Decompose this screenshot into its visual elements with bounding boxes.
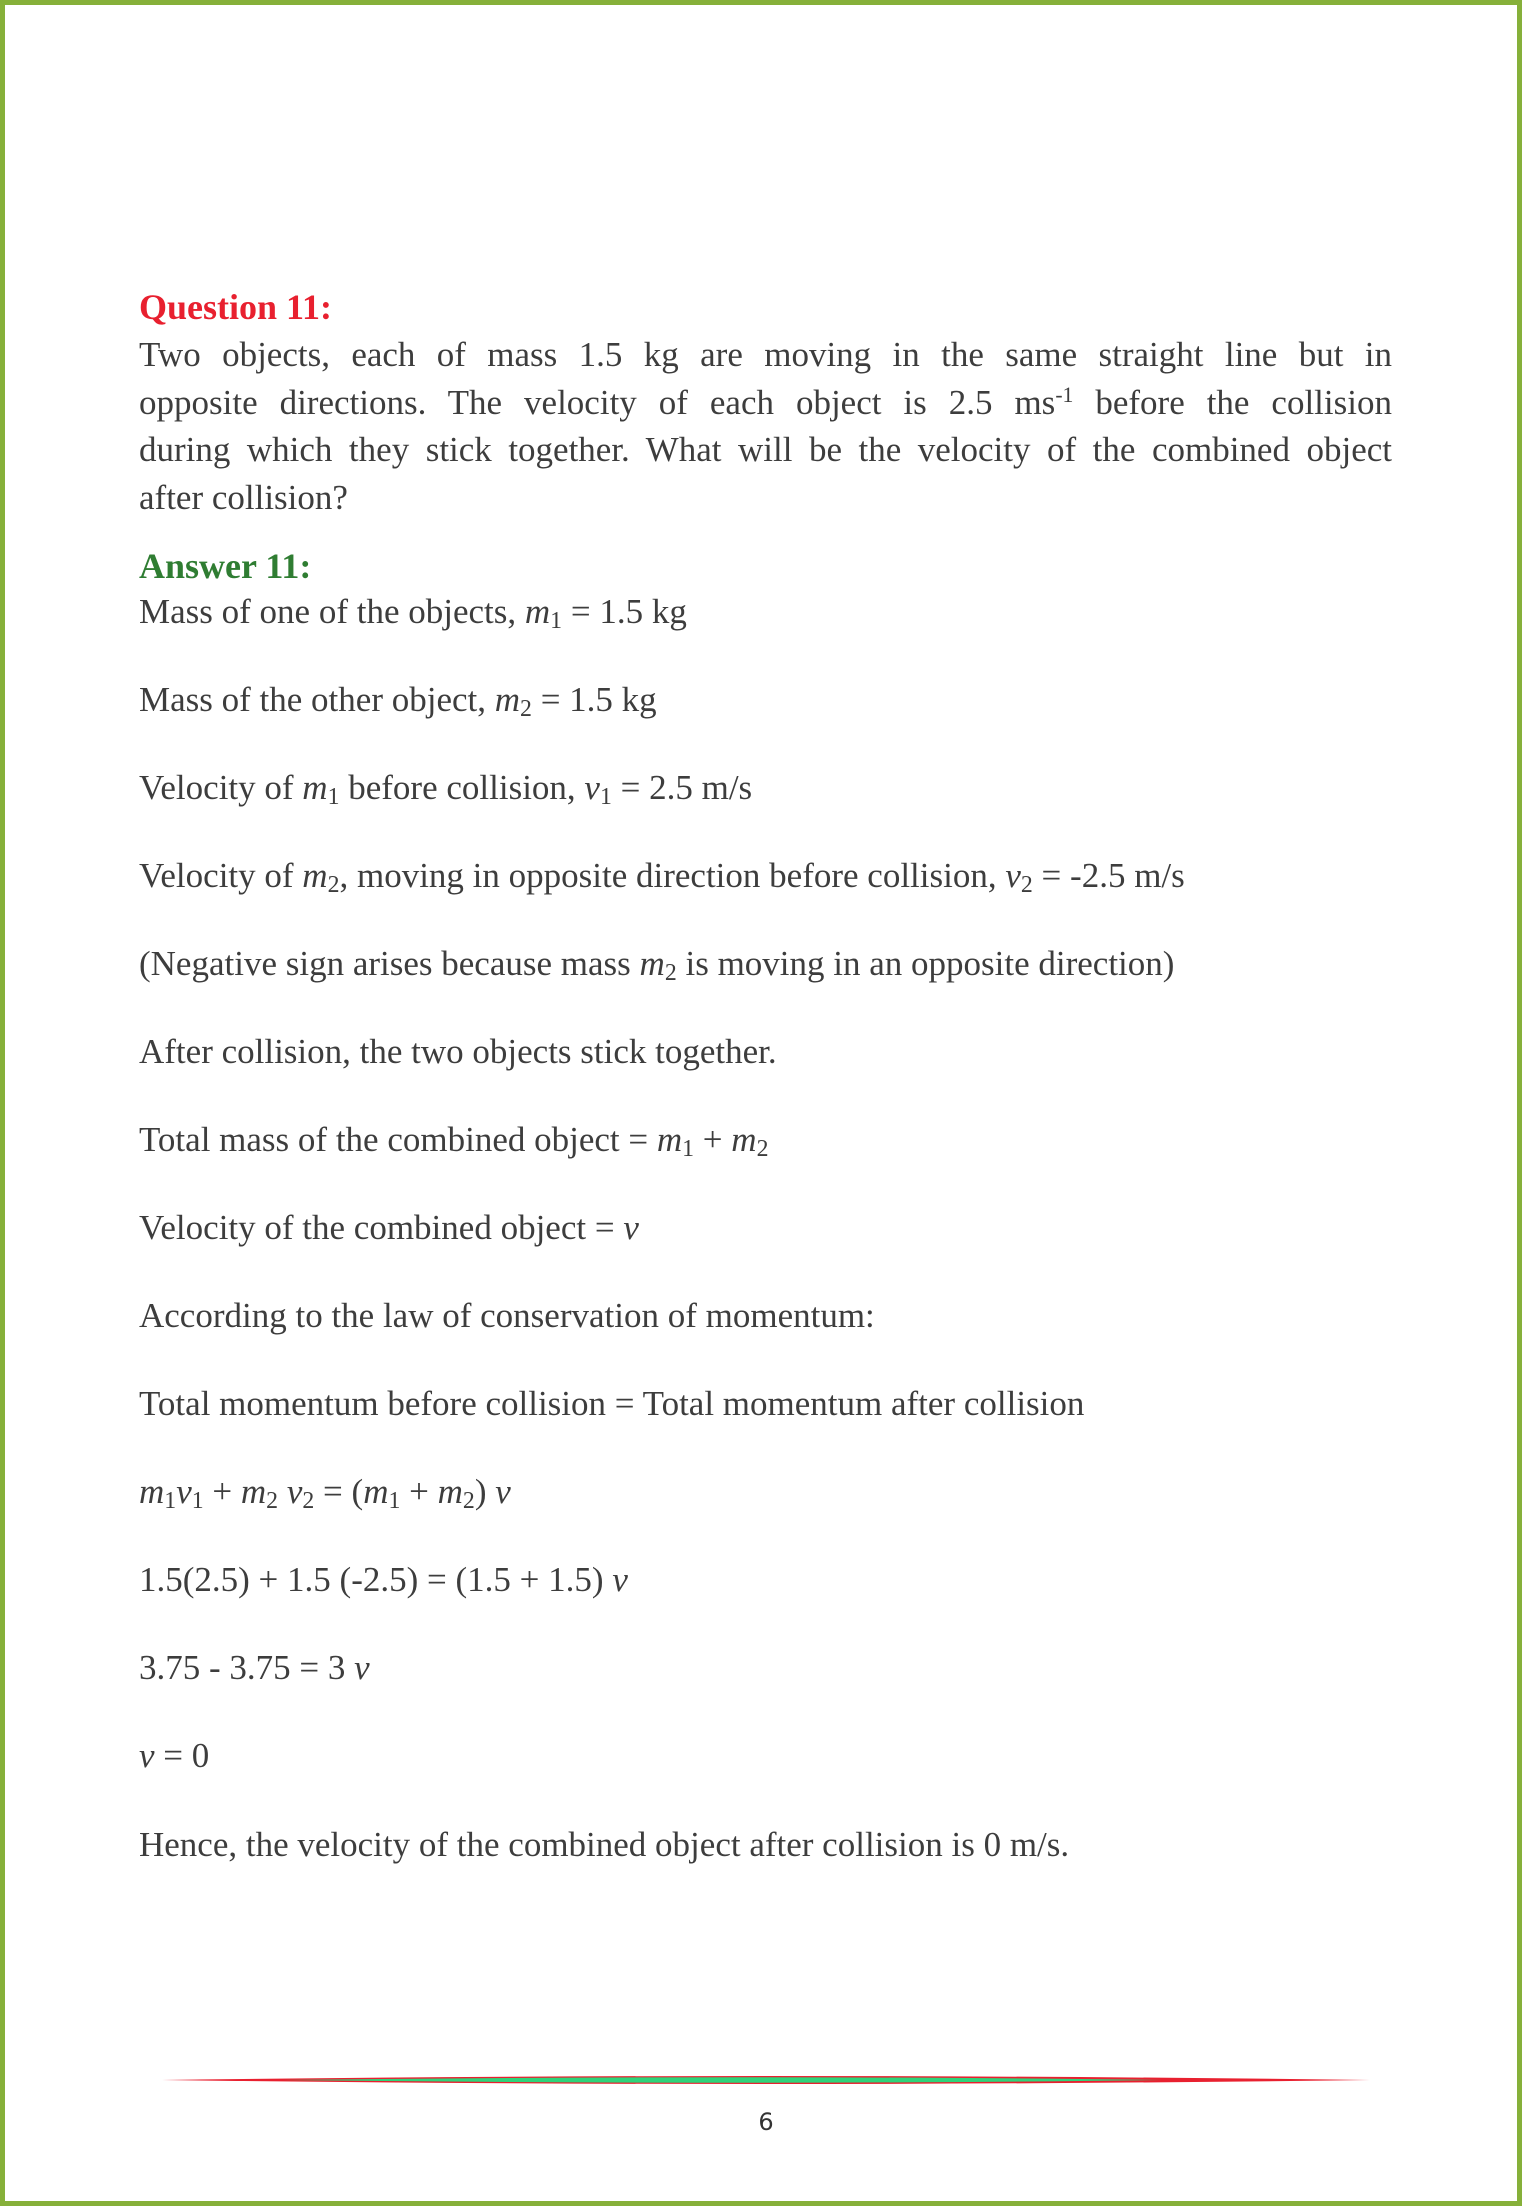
subscript: 1 bbox=[550, 608, 563, 635]
equation-simplified bbox=[139, 1650, 370, 1685]
math-var: m bbox=[363, 1472, 389, 1511]
text: Velocity of bbox=[139, 768, 303, 807]
answer-line-combined-velocity bbox=[139, 1210, 639, 1245]
subscript: 2 bbox=[327, 872, 340, 899]
question-line-3: during which they stick together. What will be the velocity of the combined object bbox=[139, 430, 1392, 469]
answer-line-velocity-1 bbox=[139, 768, 753, 811]
subscript: 2 bbox=[462, 1488, 475, 1515]
superscript: -1 bbox=[1055, 383, 1074, 408]
math-var: v bbox=[286, 1472, 303, 1511]
text: Velocity of the combined object = bbox=[139, 1208, 624, 1247]
answer-line-mass-1 bbox=[139, 592, 687, 635]
text: 3.75 - 3.75 = 3 bbox=[139, 1648, 355, 1687]
question-text: before the collision bbox=[1073, 383, 1392, 422]
subscript: 2 bbox=[266, 1488, 279, 1515]
subscript: 1 bbox=[191, 1488, 204, 1515]
equation-substitution bbox=[139, 1562, 628, 1597]
text: Mass of the other object, bbox=[139, 680, 495, 719]
footer-divider bbox=[162, 2073, 1370, 2087]
text bbox=[278, 1472, 287, 1511]
math-var: v bbox=[623, 1208, 639, 1247]
text: = 1.5 kg bbox=[531, 680, 657, 719]
math-var: v bbox=[1005, 856, 1021, 895]
answer-line-stick-together: After collision, the two objects stick together. bbox=[139, 1032, 777, 1071]
math-var: v bbox=[139, 1736, 155, 1775]
text: is moving in an opposite direction) bbox=[676, 944, 1175, 983]
math-var: m bbox=[656, 1120, 683, 1159]
math-var: v bbox=[584, 768, 600, 807]
answer-line-mass-2 bbox=[139, 680, 657, 723]
text: 1.5(2.5) + 1.5 (-2.5) = (1.5 + 1.5) bbox=[139, 1560, 613, 1599]
question-line-2 bbox=[139, 385, 1392, 420]
subscript: 1 bbox=[327, 784, 340, 811]
text: = ( bbox=[314, 1472, 364, 1511]
math-var: m bbox=[302, 856, 328, 895]
math-var: v bbox=[354, 1648, 370, 1687]
answer-conclusion: Hence, the velocity of the combined object after collision is 0 m/s. bbox=[139, 1825, 1070, 1864]
subscript: 1 bbox=[599, 784, 612, 811]
subscript: 2 bbox=[664, 960, 677, 987]
question-text: opposite directions. The velocity of each object is 2.5 ms bbox=[139, 383, 1056, 422]
equation-momentum bbox=[139, 1472, 511, 1515]
answer-heading: Answer 11: bbox=[139, 546, 312, 586]
text: + bbox=[203, 1472, 241, 1511]
text: = 0 bbox=[154, 1736, 210, 1775]
text: before collision, bbox=[339, 768, 585, 807]
text: + bbox=[694, 1120, 732, 1159]
math-var: m bbox=[139, 1472, 165, 1511]
question-line-4: after collision? bbox=[139, 478, 348, 517]
math-var: v bbox=[612, 1560, 628, 1599]
subscript: 1 bbox=[388, 1488, 401, 1515]
text: = 2.5 m/s bbox=[611, 768, 753, 807]
answer-line-velocity-2 bbox=[139, 856, 1185, 899]
text: ) bbox=[474, 1472, 496, 1511]
math-var: m bbox=[494, 680, 521, 719]
subscript: 2 bbox=[302, 1488, 315, 1515]
equation-result bbox=[139, 1738, 209, 1773]
subscript: 1 bbox=[682, 1136, 695, 1163]
text: = 1.5 kg bbox=[562, 592, 687, 631]
answer-line-total-mass bbox=[139, 1120, 769, 1163]
subscript: 2 bbox=[1020, 872, 1033, 899]
math-var: m bbox=[240, 1472, 267, 1511]
math-var: v bbox=[495, 1472, 511, 1511]
text: = -2.5 m/s bbox=[1032, 856, 1185, 895]
subscript: 1 bbox=[164, 1488, 177, 1515]
subscript: 2 bbox=[756, 1136, 769, 1163]
question-heading: Question 11: bbox=[139, 287, 333, 327]
page-number: 6 bbox=[758, 2108, 774, 2136]
text: Mass of one of the objects, bbox=[139, 592, 525, 631]
math-var: m bbox=[731, 1120, 757, 1159]
math-var: m bbox=[437, 1472, 463, 1511]
text: Total mass of the combined object = bbox=[139, 1120, 657, 1159]
text: (Negative sign arises because mass bbox=[139, 944, 640, 983]
math-var: m bbox=[524, 592, 551, 631]
math-var: m bbox=[302, 768, 328, 807]
answer-line-momentum-statement: Total momentum before collision = Total momentum after collision bbox=[139, 1384, 1085, 1423]
text: Velocity of bbox=[139, 856, 303, 895]
math-var: v bbox=[176, 1472, 192, 1511]
question-line-1: Two objects, each of mass 1.5 kg are moving in the same straight line but in bbox=[139, 335, 1392, 374]
text: , moving in opposite direction before collision, bbox=[339, 856, 1006, 895]
math-var: m bbox=[639, 944, 665, 983]
subscript: 2 bbox=[520, 696, 532, 723]
text: + bbox=[400, 1472, 438, 1511]
answer-line-negative-sign-note bbox=[139, 944, 1175, 987]
answer-line-conservation-law: According to the law of conservation of momentum: bbox=[139, 1296, 875, 1335]
